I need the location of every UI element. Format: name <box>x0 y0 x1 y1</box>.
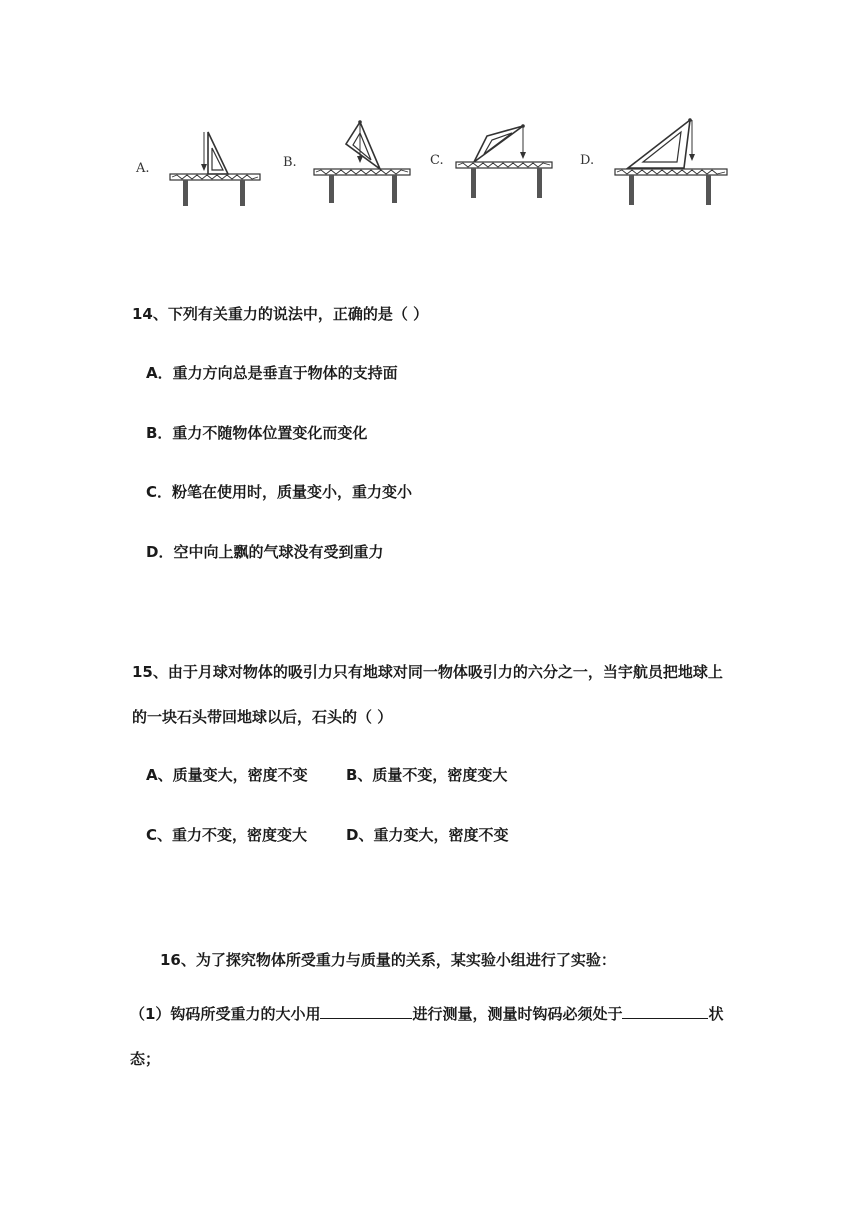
figure-label-b: B. <box>283 155 297 170</box>
figure-option-c <box>430 124 552 198</box>
q16-part1-line2: 态； <box>130 1050 161 1068</box>
figure-label-d: D. <box>580 153 595 168</box>
q16-blank-2[interactable] <box>622 1004 708 1019</box>
q16-stem: 16、为了探究物体所受重力与质量的关系，某实验小组进行了实验： <box>160 951 616 969</box>
q16-part1-line <box>130 1004 723 1024</box>
q16-blank-1[interactable] <box>320 1004 412 1019</box>
figure-option-b <box>283 120 410 203</box>
q14-option-c: C．粉笔在使用时，质量变小，重力变小 <box>146 483 413 501</box>
q15-option-b: B、质量不变，密度变大 <box>346 766 508 784</box>
q15-option-c: C、重力不变，密度变大 <box>146 826 308 844</box>
q15-option-d: D、重力变大，密度不变 <box>346 826 509 844</box>
figure-option-d <box>580 118 727 205</box>
q14-option-b: B．重力不随物体位置变化而变化 <box>146 424 368 442</box>
q16-part1-text-b: 进行测量，测量时钩码必须处于 <box>412 1005 623 1023</box>
q15-stem-line1: 15、由于月球对物体的吸引力只有地球对同一物体吸引力的六分之一，当宇航员把地球上 <box>132 663 723 681</box>
q14-option-a: A．重力方向总是垂直于物体的支持面 <box>146 364 398 382</box>
q15-stem-line2: 的一块石头带回地球以后，石头的（ ） <box>132 708 393 726</box>
q14-option-d: D．空中向上飘的气球没有受到重力 <box>146 543 384 561</box>
triangle-ruler-figure <box>128 118 738 218</box>
figure-label-a: A. <box>136 161 150 176</box>
q15-option-a: A、质量变大，密度不变 <box>146 766 308 784</box>
q16-part1-text-a: （1）钩码所受重力的大小用 <box>130 1005 321 1023</box>
q16-part1-text-c: 状 <box>708 1005 724 1023</box>
figure-label-c: C. <box>430 153 444 168</box>
q14-stem: 14、下列有关重力的说法中，正确的是（ ） <box>132 305 429 323</box>
figure-option-a <box>135 132 260 206</box>
